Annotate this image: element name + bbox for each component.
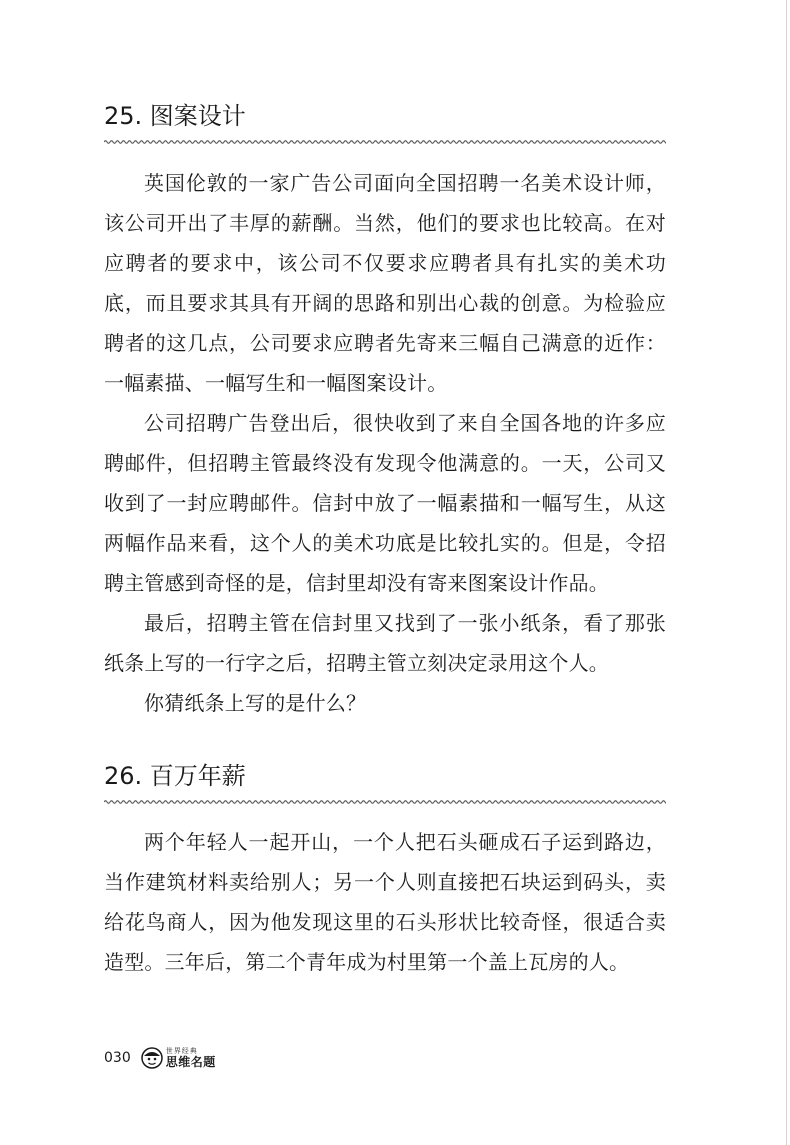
wavy-divider [104,798,666,806]
wavy-divider [104,138,666,146]
section-26 [104,760,666,982]
paragraph: 最后，招聘主管在信封里又找到了一张小纸条，看了那张纸条上写的一行字之后，招聘主管立刻决定录用这个人。 [104,611,666,675]
cartoon-face-icon [141,1047,163,1069]
section-title: 26. 百万年薪 [104,762,246,790]
book-logo-series-label: 世界经典 [165,1047,198,1055]
section-body [104,822,666,982]
section-body [104,163,666,723]
page-edge-line [786,0,787,1145]
book-logo-title: 思维名题 [165,1055,216,1069]
paragraph: 英国伦敦的一家广告公司面向全国招聘一名美术设计师，该公司开出了丰厚的薪酬。当然，他们的要求也比较高。在对应聘者的要求中，该公司不仅要求应聘者具有扎实的美术功底，而且要求其具有开阔的思路和别出心裁的创意。为检验应聘者的这几点，公司要求应聘者先寄来三幅自己满意的近作：一幅素描、一幅写生和一幅图案设计。 [104,171,666,395]
question-paragraph: 你猜纸条上写的是什么？ [144,691,367,715]
paragraph: 两个年轻人一起开山，一个人把石头砸成石子运到路边，当作建筑材料卖给别人；另一个人则直接把石块运到码头，卖给花鸟商人，因为他发现这里的石头形状比较奇怪，很适合卖造型。三年后，第二个青年成为村里第一个盖上瓦房的人。 [104,830,666,974]
section-25 [104,100,666,723]
page-number: 030 [104,1050,131,1066]
section-title: 25. 图案设计 [104,102,246,130]
page-footer [104,1044,216,1072]
book-logo [141,1047,216,1069]
paragraph: 公司招聘广告登出后，很快收到了来自全国各地的许多应聘邮件，但招聘主管最终没有发现令他满意的。一天，公司又收到了一封应聘邮件。信封中放了一幅素描和一幅写生，从这两幅作品来看，这个人的美术功底是比较扎实的。但是，令招聘主管感到奇怪的是，信封里却没有寄来图案设计作品。 [104,411,666,595]
